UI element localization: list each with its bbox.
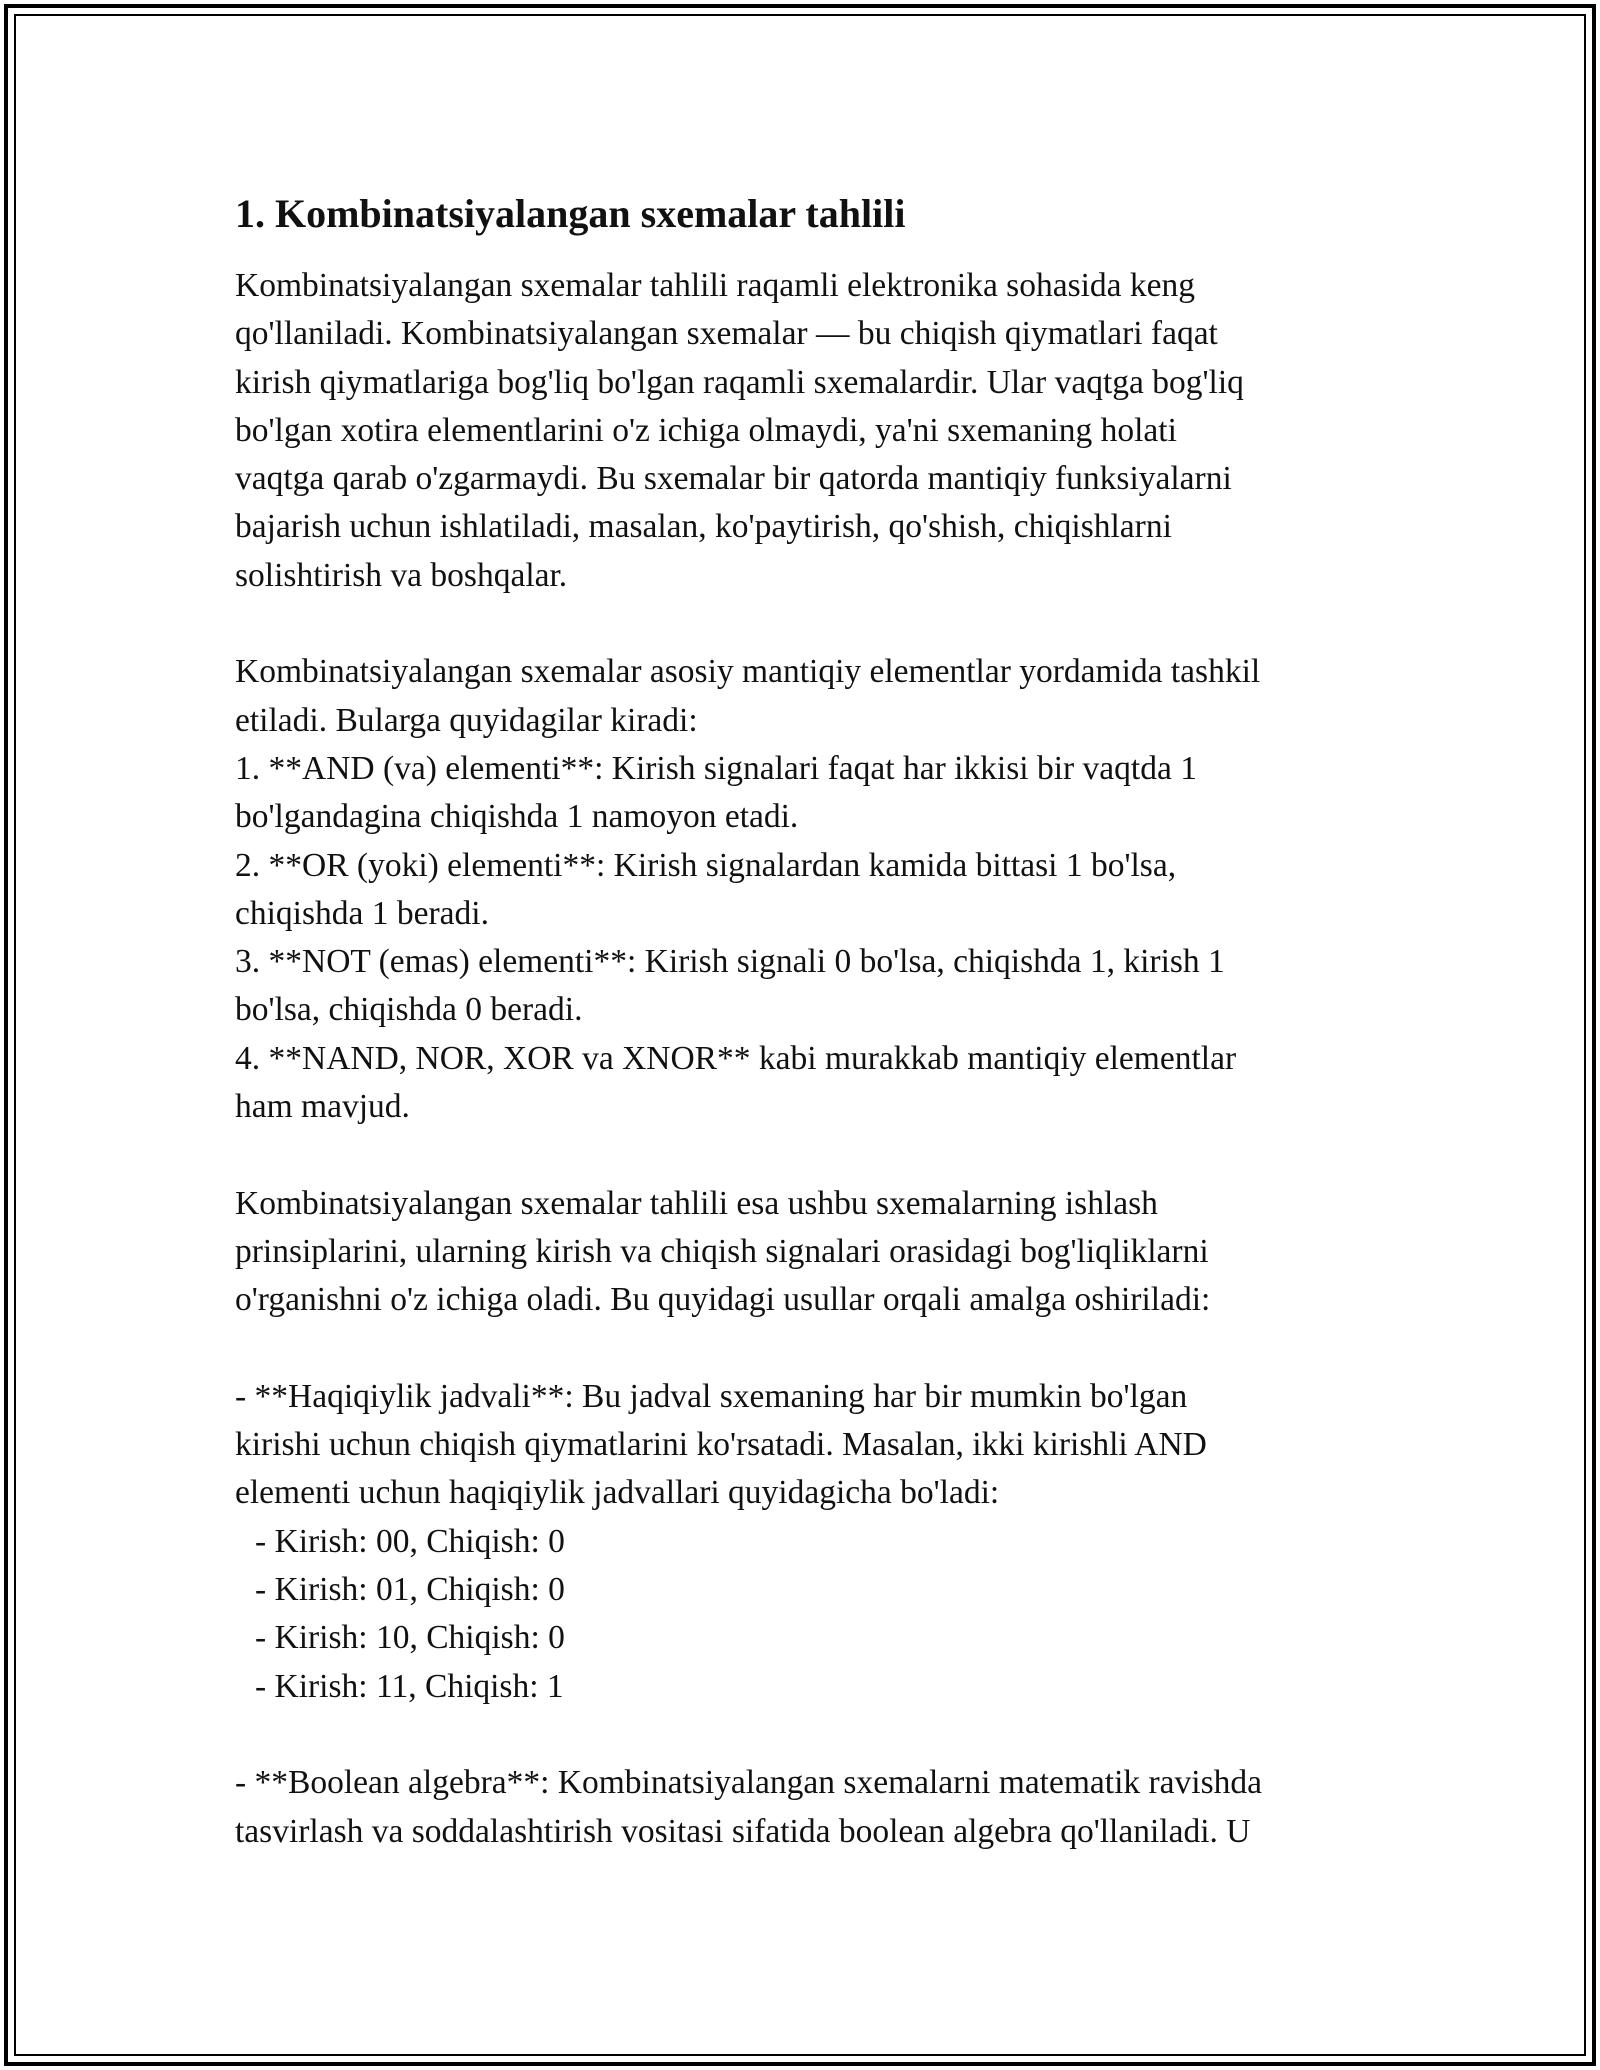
text-line: solishtirish va boshqalar.: [235, 556, 568, 594]
list-item-and: 1. **AND (va) elementi**: Kirish signalari faqat har ikkisi bir vaqtda 1: [235, 749, 1197, 787]
text-line: - **Boolean algebra**: Kombinatsiyalangan sxemalarni matematik ravishda: [235, 1764, 1263, 1802]
truth-table-paragraph: [235, 1373, 1375, 1711]
text-line: bo'lsa, chiqishda 0 beradi.: [235, 991, 583, 1029]
paragraph-gap: [235, 1711, 1375, 1759]
boolean-algebra-paragraph: [235, 1759, 1375, 1856]
list-item-or: 2. **OR (yoki) elementi**: Kirish signalardan kamida bittasi 1 bo'lsa,: [235, 846, 1177, 884]
section-title: 1. Kombinatsiyalangan sxemalar tahlili: [235, 191, 906, 236]
text-line: elementi uchun haqiqiylik jadvallari quyidagicha bo'ladi:: [235, 1474, 1000, 1512]
truth-table-row: - Kirish: 01, Chiqish: 0: [255, 1571, 565, 1609]
text-line: vaqtga qarab o'zgarmaydi. Bu sxemalar bir qatorda mantiqiy funksiyalarni: [235, 460, 1232, 498]
truth-table-row: - Kirish: 11, Chiqish: 1: [255, 1667, 564, 1705]
paragraph-gap: [235, 600, 1375, 648]
list-item-complex: 4. **NAND, NOR, XOR va XNOR** kabi murakkab mantiqiy elementlar: [235, 1039, 1237, 1077]
text-line: bo'lgandagina chiqishda 1 namoyon etadi.: [235, 798, 799, 836]
text-line: kirishi uchun chiqish qiymatlarini ko'rsatadi. Masalan, ikki kirishli AND: [235, 1426, 1207, 1464]
text-line: bajarish uchun ishlatiladi, masalan, ko'paytirish, qo'shish, chiqishlarni: [235, 508, 1172, 546]
text-line: ham mavjud.: [235, 1088, 410, 1126]
text-line: kirish qiymatlariga bog'liq bo'lgan raqamli sxemalardir. Ular vaqtga bog'liq: [235, 363, 1244, 401]
intro-paragraph: [235, 262, 1375, 600]
text-line: o'rganishni o'z ichiga oladi. Bu quyidagi usullar orqali amalga oshiriladi:: [235, 1281, 1211, 1319]
logic-elements-paragraph: [235, 648, 1375, 1131]
document-body: [235, 188, 1375, 1856]
paragraph-gap: [235, 1325, 1375, 1373]
truth-table-row: - Kirish: 00, Chiqish: 0: [255, 1522, 565, 1560]
text-line: - **Haqiqiylik jadvali**: Bu jadval sxemaning har bir mumkin bo'lgan: [235, 1377, 1188, 1415]
text-line: Kombinatsiyalangan sxemalar asosiy mantiqiy elementlar yordamida tashkil: [235, 653, 1261, 691]
analysis-paragraph: [235, 1180, 1375, 1325]
text-line: Kombinatsiyalangan sxemalar tahlili raqamli elektronika sohasida keng: [235, 267, 1196, 304]
text-line: tasvirlash va soddalashtirish vositasi sifatida boolean algebra qo'llaniladi. U: [235, 1812, 1251, 1850]
text-line: chiqishda 1 beradi.: [235, 894, 489, 932]
truth-table-row: - Kirish: 10, Chiqish: 0: [255, 1619, 565, 1657]
list-item-not: 3. **NOT (emas) elementi**: Kirish signali 0 bo'lsa, chiqishda 1, kirish 1: [235, 943, 1225, 981]
text-line: Kombinatsiyalangan sxemalar tahlili esa ushbu sxemalarning ishlash: [235, 1184, 1158, 1222]
text-line: bo'lgan xotira elementlarini o'z ichiga olmaydi, ya'ni sxemaning holati: [235, 411, 1177, 449]
paragraph-gap: [235, 1131, 1375, 1179]
text-line: qo'llaniladi. Kombinatsiyalangan sxemalar — bu chiqish qiymatlari faqat: [235, 315, 1218, 353]
text-line: prinsiplarini, ularning kirish va chiqish signalari orasidagi bog'liqliklarni: [235, 1232, 1209, 1270]
text-line: etiladi. Bularga quyidagilar kiradi:: [235, 701, 698, 739]
